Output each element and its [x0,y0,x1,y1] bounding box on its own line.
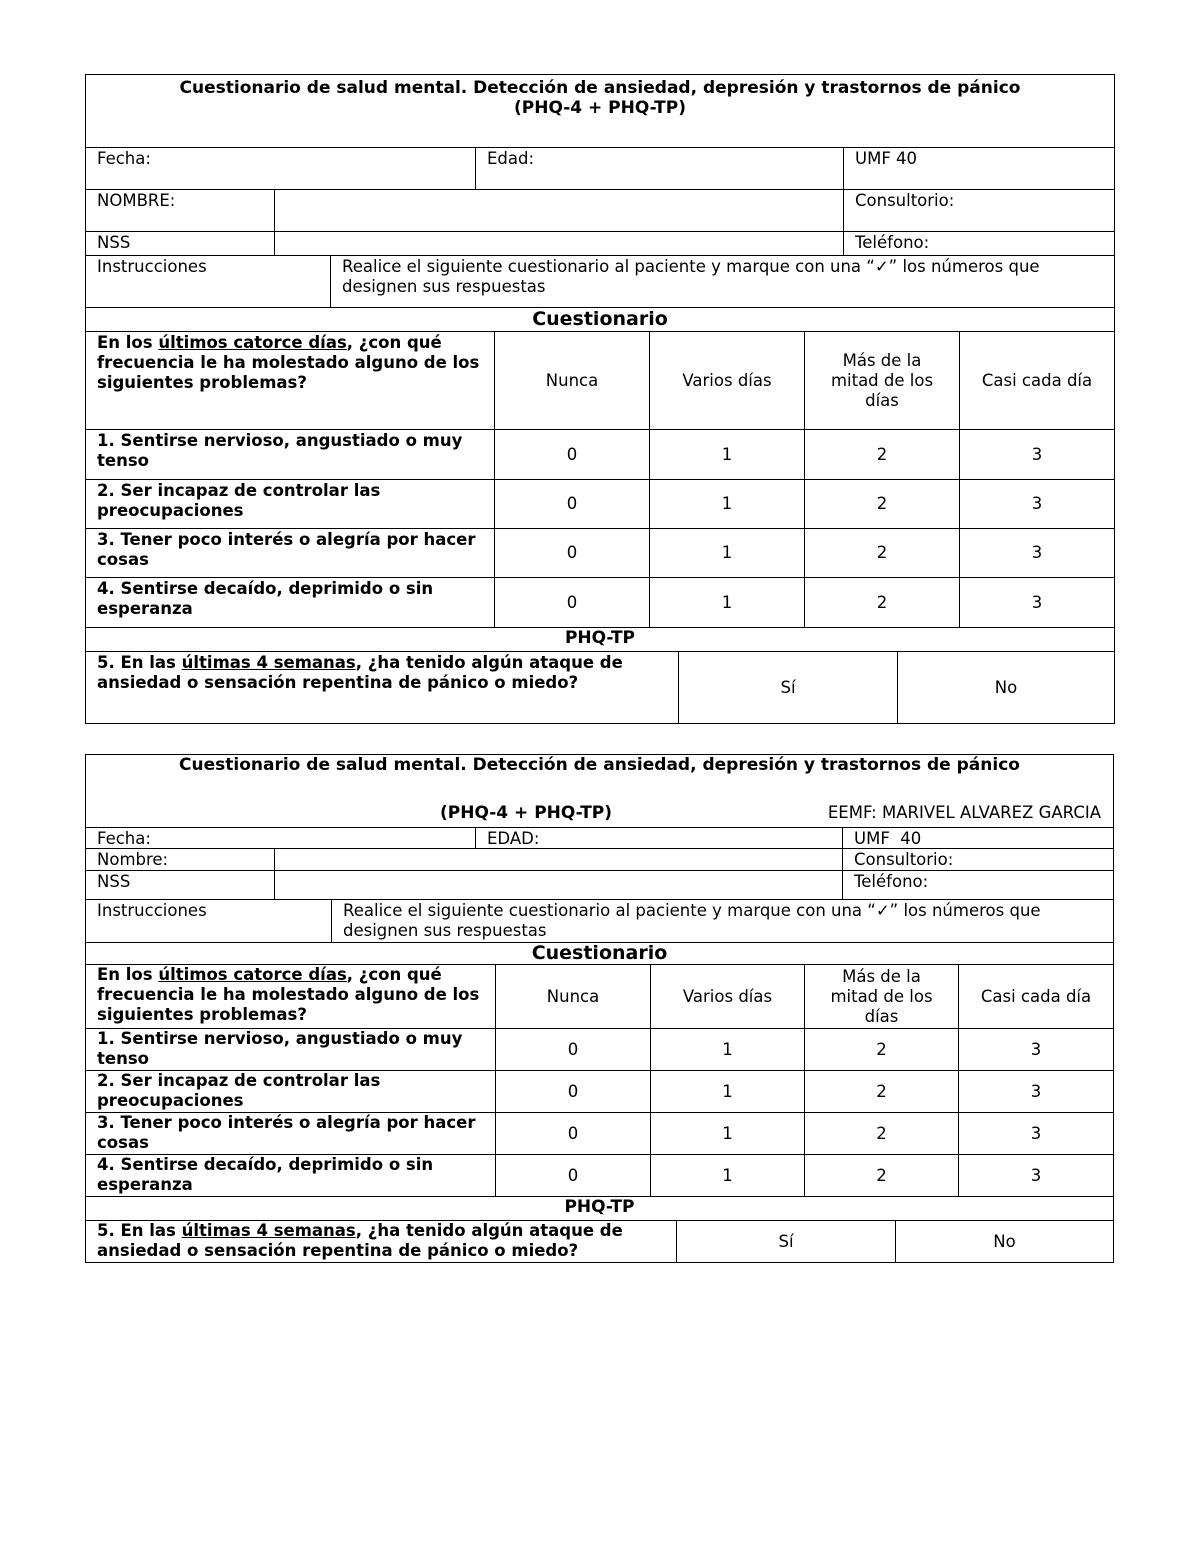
col-header-varios-dias: Varios días [650,965,804,1028]
item-text: 4. Sentirse decaído, deprimido o sin esperanza [97,1155,434,1194]
instructions-label: Instrucciones [97,901,207,920]
score-3[interactable]: 3 [958,1155,1113,1196]
item-text: 1. Sentirse nervioso, angustiado o muy tenso [97,1029,463,1068]
score-2[interactable]: 2 [804,1071,958,1112]
score-0[interactable]: 0 [495,1029,650,1070]
score-1[interactable]: 1 [649,529,804,577]
nombre-field[interactable] [274,849,842,870]
title-line-1: Cuestionario de salud mental. Detección de ansiedad, depresión y trastornos de pánico [179,78,1021,98]
table-row [86,577,1114,627]
score-3[interactable]: 3 [958,1113,1113,1154]
nss-label: NSS [97,233,131,252]
score-2[interactable]: 2 [804,1155,958,1196]
item-text: 2. Ser incapaz de controlar las preocupaciones [97,1071,381,1110]
score-2[interactable]: 2 [804,1113,958,1154]
score-2[interactable]: 2 [804,529,959,577]
score-1[interactable]: 1 [650,1113,804,1154]
score-2[interactable]: 2 [804,480,959,528]
umf-label: UMF 40 [842,828,1113,848]
questionnaire-form-2 [85,754,1114,1263]
col-header-varios-dias: Varios días [649,332,804,429]
name-row [86,848,1113,870]
date-age-row [86,827,1113,848]
item-text: 3. Tener poco interés o alegría por hacer cosas [97,530,476,569]
answer-si[interactable]: Sí [678,652,897,723]
nombre-field[interactable] [274,190,843,231]
score-3[interactable]: 3 [959,430,1114,479]
author-label: EEMF: MARIVEL ALVAREZ GARCIA [827,803,1101,822]
cuestionario-row [86,942,1113,964]
score-1[interactable]: 1 [650,1029,804,1070]
question-header-row [86,331,1114,429]
form-header [86,755,1113,827]
questionnaire-form-1 [85,74,1115,724]
score-3[interactable]: 3 [959,529,1114,577]
title-line-1: Cuestionario de salud mental. Detección de ansiedad, depresión y trastornos de pánico [179,755,1020,775]
cuestionario-row [86,307,1114,331]
umf-label: UMF 40 [843,148,1114,189]
nombre-label: Nombre: [97,850,169,869]
instructions-row [86,899,1113,942]
item-text: 3. Tener poco interés o alegría por hacer cosas [97,1113,476,1152]
nss-label: NSS [97,872,131,891]
score-0[interactable]: 0 [494,480,649,528]
score-3[interactable]: 3 [958,1071,1113,1112]
item-text: 2. Ser incapaz de controlar las preocupaciones [97,481,381,520]
score-0[interactable]: 0 [494,430,649,479]
col-header-mas-de-la-mitad: Más de la mitad de los días [804,965,958,1028]
score-1[interactable]: 1 [649,430,804,479]
telefono-field[interactable]: Teléfono: [842,871,1113,899]
instructions-text: Realice el siguiente cuestionario al paciente y marque con una “✓” los números que designen sus respuestas [331,900,1113,942]
cuestionario-heading: Cuestionario [531,943,668,964]
date-age-row [86,147,1114,189]
q5-row [86,651,1114,723]
answer-no[interactable]: No [897,652,1114,723]
form-title [86,755,1113,827]
consultorio-field[interactable]: Consultorio: [843,190,1114,231]
table-row [86,1154,1113,1196]
fecha-field[interactable]: Fecha: [97,149,151,168]
question-header-row [86,964,1113,1028]
item-text: 1. Sentirse nervioso, angustiado o muy tenso [97,431,463,470]
col-header-mas-de-la-mitad: Más de la mitad de los días [804,332,959,429]
score-2[interactable]: 2 [804,1029,958,1070]
edad-field[interactable]: EDAD: [475,828,842,848]
answer-si[interactable]: Sí [676,1221,895,1262]
answer-no[interactable]: No [895,1221,1113,1262]
score-2[interactable]: 2 [804,578,959,627]
table-row [86,1070,1113,1112]
table-row [86,479,1114,528]
q5-text: 5. En las últimas 4 semanas, ¿ha tenido algún ataque de ansiedad o sensación repentina de pánico o miedo? [97,653,623,692]
score-3[interactable]: 3 [958,1029,1113,1070]
score-3[interactable]: 3 [959,480,1114,528]
nss-row [86,231,1114,255]
score-0[interactable]: 0 [495,1071,650,1112]
table-row [86,1112,1113,1154]
name-row [86,189,1114,231]
score-3[interactable]: 3 [959,578,1114,627]
question-text: En los últimos catorce días, ¿con qué frecuencia le ha molestado alguno de los siguientes problemas? [97,333,480,392]
score-1[interactable]: 1 [650,1071,804,1112]
col-header-casi-cada-dia: Casi cada día [958,965,1113,1028]
phqtp-row [86,1196,1113,1220]
q5-text: 5. En las últimas 4 semanas, ¿ha tenido algún ataque de ansiedad o sensación repentina de pánico o miedo? [97,1221,623,1260]
item-text: 4. Sentirse decaído, deprimido o sin esperanza [97,579,434,618]
score-1[interactable]: 1 [650,1155,804,1196]
table-row [86,429,1114,479]
table-row [86,528,1114,577]
score-1[interactable]: 1 [649,480,804,528]
phqtp-row [86,627,1114,651]
consultorio-field[interactable]: Consultorio: [842,849,1113,870]
title-line-2: (PHQ-4 + PHQ-TP) [440,803,613,823]
nss-field[interactable] [274,232,843,255]
instructions-row [86,255,1114,307]
edad-field[interactable]: Edad: [475,148,843,189]
cuestionario-heading: Cuestionario [532,308,668,330]
instructions-text: Realice el siguiente cuestionario al paciente y marque con una “✓” los números que designen sus respuestas [330,256,1114,307]
score-0[interactable]: 0 [495,1155,650,1196]
col-header-nunca: Nunca [495,965,650,1028]
phqtp-heading: PHQ-TP [564,1197,635,1217]
nss-field[interactable] [274,871,842,899]
table-row [86,1028,1113,1070]
col-header-nunca: Nunca [494,332,649,429]
score-0[interactable]: 0 [494,578,649,627]
form-title [86,75,1114,147]
fecha-field[interactable]: Fecha: [97,829,151,848]
q5-row [86,1220,1113,1262]
title-line-2: (PHQ-4 + PHQ-TP) [513,98,687,118]
telefono-field[interactable]: Teléfono: [843,232,1114,255]
score-0[interactable]: 0 [494,529,649,577]
instructions-label: Instrucciones [97,257,207,276]
score-2[interactable]: 2 [804,430,959,479]
phqtp-heading: PHQ-TP [564,628,636,648]
nss-row [86,870,1113,899]
question-text: En los últimos catorce días, ¿con qué frecuencia le ha molestado alguno de los siguientes problemas? [97,965,480,1024]
col-header-casi-cada-dia: Casi cada día [959,332,1114,429]
form-header [86,75,1114,147]
nombre-label: NOMBRE: [97,191,176,210]
score-0[interactable]: 0 [495,1113,650,1154]
score-1[interactable]: 1 [649,578,804,627]
